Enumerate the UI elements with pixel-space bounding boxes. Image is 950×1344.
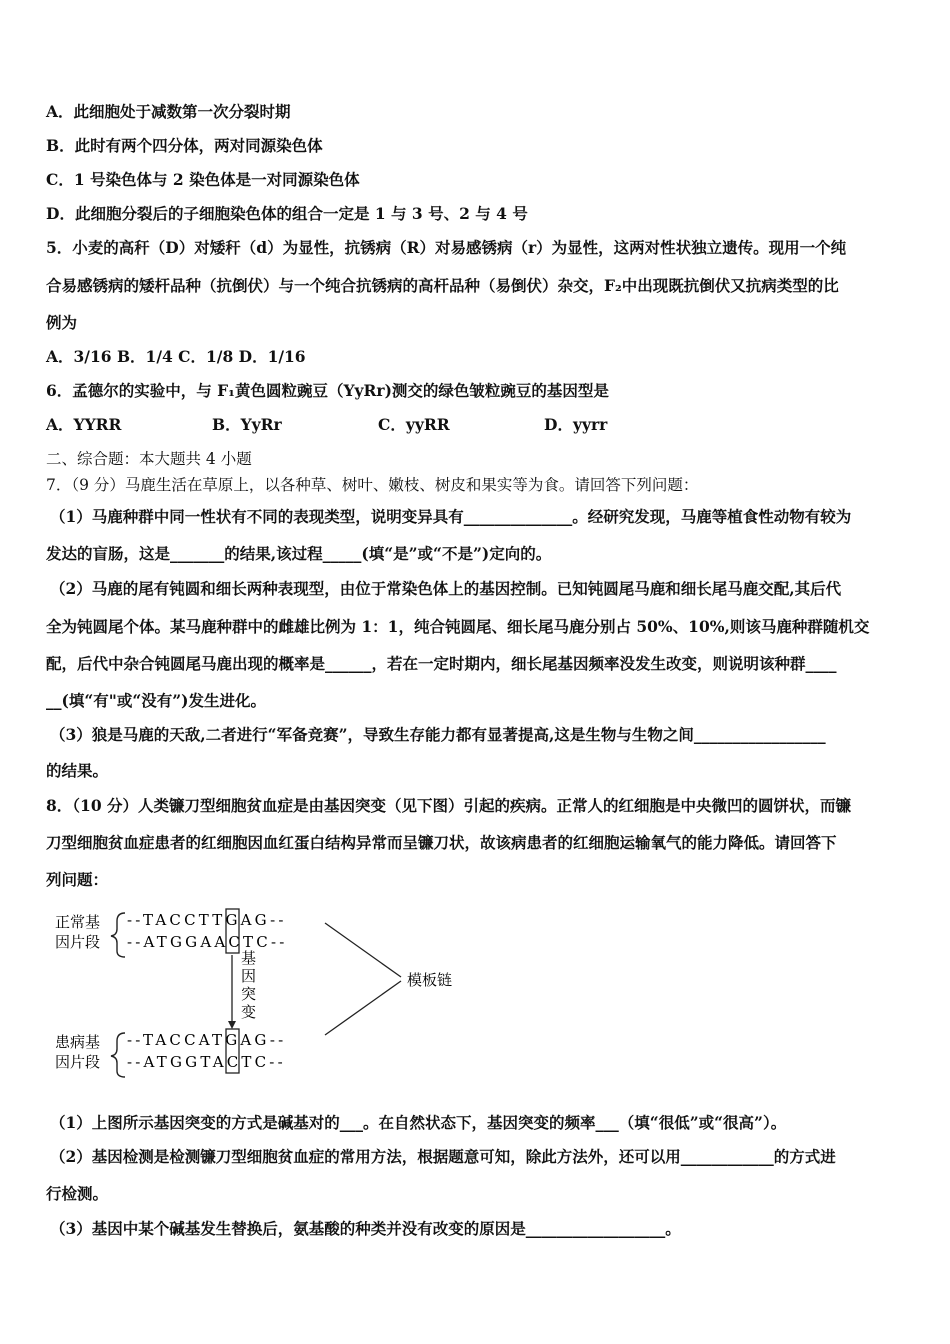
q7-part2-line2: 全为钝圆尾个体。某马鹿种群中的雌雄比例为 1：1，纯合钝圆尾、细长尾马鹿分别占 50%、10%,则该马鹿种群随机交 — [46, 617, 870, 636]
q5-options: A．3/16 B．1/4 C．1/8 D．1/16 — [46, 347, 306, 366]
q6-options — [46, 414, 910, 436]
patient-gene-label-1: 患病基 — [55, 1033, 101, 1051]
mutation-label-3: 突 — [241, 985, 257, 1003]
normal-gene-label-2: 因片段 — [55, 933, 101, 951]
q7-part2-line1: （2）马鹿的尾有钝圆和细长两种表现型，由位于常染色体上的基因控制。已知钝圆尾马鹿和细长尾马鹿交配,其后代 — [50, 579, 842, 598]
q7-part3-line2: 的结果。 — [46, 761, 109, 780]
q4-option-a: A．此细胞处于减数第一次分裂时期 — [46, 102, 291, 121]
patient-brace — [111, 1033, 125, 1077]
q8-stem-line3: 列问题： — [46, 870, 109, 889]
patient-top-strand: --TACCATGAG-- — [127, 1031, 287, 1049]
template-pointer-upper — [325, 923, 401, 977]
normal-brace — [111, 913, 125, 957]
q8-part2-line2: 行检测。 — [46, 1184, 109, 1203]
q5-stem-line3: 例为 — [46, 313, 78, 332]
q7-part1-line1: （1）马鹿种群中同一性状有不同的表现类型，说明变异具有______________。经研究发现，马鹿等植食性动物有较为 — [50, 507, 852, 526]
q7-part3-line1: （3）狼是马鹿的天敌,二者进行“军备竞赛”，导致生存能力都有显著提高,这是生物与生物之间_________________ — [50, 725, 826, 744]
normal-top-strand: --TACCTTGAG-- — [127, 911, 287, 929]
template-strand-label: 模板链 — [407, 971, 453, 989]
gene-mutation-diagram — [55, 905, 495, 1085]
q6-option-b: B．YyRr — [212, 415, 282, 434]
q4-option-d: D．此细胞分裂后的子细胞染色体的组合一定是 1 与 3 号、2 与 4 号 — [46, 204, 528, 223]
q6-option-d: D．yyrr — [544, 415, 608, 434]
mutation-label-1: 基 — [241, 949, 257, 967]
q4-option-c: C．1 号染色体与 2 染色体是一对同源染色体 — [46, 170, 360, 189]
patient-gene-label-2: 因片段 — [55, 1053, 101, 1071]
q8-part3: （3）基因中某个碱基发生替换后，氨基酸的种类并没有改变的原因是__________________。 — [50, 1219, 681, 1238]
q7-part2-line4: __(填“有"或“没有”)发生进化。 — [46, 691, 266, 710]
q8-part2-line1: （2）基因检测是检测镰刀型细胞贫血症的常用方法，根据题意可知，除此方法外，还可以用____________的方式进 — [50, 1147, 836, 1166]
q7-part2-line3: 配，后代中杂合钝圆尾马鹿出现的概率是______，若在一定时期内，细长尾基因频率没发生改变，则说明该种群____ — [46, 654, 837, 673]
mutation-label-4: 变 — [241, 1003, 257, 1021]
q7-stem: 7．（9 分）马鹿生活在草原上，以各种草、树叶、嫩枝、树皮和果实等为食。请回答下列问题： — [46, 476, 699, 494]
q4-option-b: B．此时有两个四分体，两对同源染色体 — [46, 136, 323, 155]
q5-stem-line1: 5．小麦的高秆（D）对矮秆（d）为显性，抗锈病（R）对易感锈病（r）为显性，这两对性状独立遗传。现用一个纯 — [46, 238, 847, 257]
q6-option-c: C．yyRR — [378, 415, 450, 434]
q6-option-a: A．YYRR — [46, 415, 122, 434]
q8-part1: （1）上图所示基因突变的方式是碱基对的___。在自然状态下，基因突变的频率___（填“很低”或“很高”）。 — [50, 1113, 787, 1132]
q8-stem-line1: 8．（10 分）人类镰刀型细胞贫血症是由基因突变（见下图）引起的疾病。正常人的红细胞是中央微凹的圆饼状，而镰 — [46, 796, 852, 815]
q7-part1-line2: 发达的盲肠，这是_______的结果,该过程_____(填“是”或“不是”)定向的。 — [46, 544, 552, 563]
q6-stem: 6．孟德尔的实验中，与 F₁黄色圆粒豌豆（YyRr)测交的绿色皱粒豌豆的基因型是 — [46, 381, 609, 400]
mutation-label-2: 因 — [241, 967, 257, 985]
mutation-arrowhead — [228, 1021, 236, 1029]
q5-stem-line2: 合易感锈病的矮杆品种（抗倒伏）与一个纯合抗锈病的高杆品种（易倒伏）杂交，F₂中出现既抗倒伏又抗病类型的比 — [46, 276, 839, 295]
section-heading: 二、综合题：本大题共 4 小题 — [46, 450, 252, 468]
q8-stem-line2: 刀型细胞贫血症患者的红细胞因血红蛋白结构异常而呈镰刀状，故该病患者的红细胞运输氧气的能力降低。请回答下 — [46, 833, 837, 852]
template-pointer-lower — [325, 981, 401, 1035]
normal-bottom-strand: --ATGGAACTC-- — [127, 933, 288, 951]
patient-bottom-strand: --ATGGTACTC-- — [127, 1053, 286, 1071]
normal-gene-label-1: 正常基 — [55, 913, 101, 931]
